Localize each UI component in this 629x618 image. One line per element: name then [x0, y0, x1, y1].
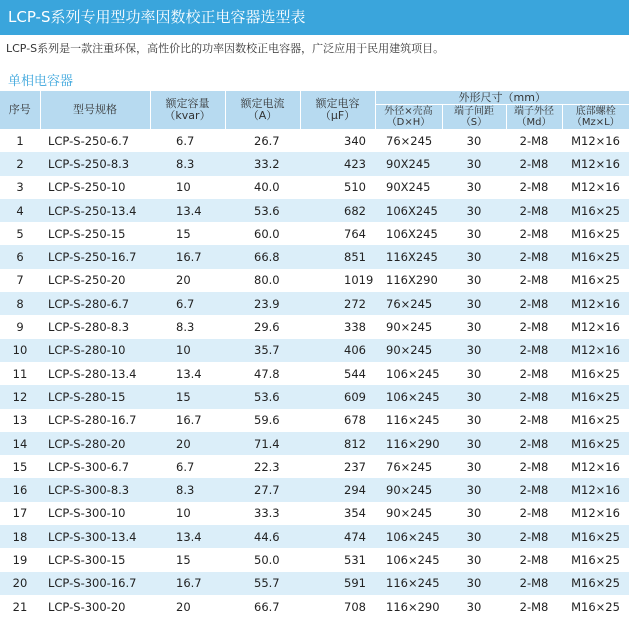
cell-dimension-dh: 90×245 [375, 315, 442, 338]
cell-terminal-spacing: 30 [442, 502, 506, 525]
cell-no: 3 [0, 176, 40, 199]
table-row [0, 595, 629, 618]
cell-no: 8 [0, 292, 40, 315]
table-row [0, 292, 629, 315]
cell-terminal-diameter: 2-M8 [506, 385, 562, 408]
cell-no: 4 [0, 199, 40, 222]
table-row [0, 269, 629, 292]
cell-terminal-spacing: 30 [442, 572, 506, 595]
table-row [0, 572, 629, 595]
cell-current: 22.3 [225, 455, 300, 478]
table-row [0, 176, 629, 199]
header-current-line2: （A） [226, 110, 300, 122]
header-s [442, 105, 506, 130]
cell-model: LCP-S-250-20 [40, 269, 150, 292]
cell-capacitance: 237 [300, 455, 375, 478]
cell-no: 9 [0, 315, 40, 338]
cell-dimension-dh: 106×245 [375, 525, 442, 548]
cell-model: LCP-S-250-15 [40, 222, 150, 245]
header-capacity-line1: 额定容量 [151, 98, 225, 110]
cell-terminal-spacing: 30 [442, 432, 506, 455]
cell-terminal-diameter: 2-M8 [506, 315, 562, 338]
cell-terminal-diameter: 2-M8 [506, 152, 562, 175]
header-mz-line2: （Mz×L） [563, 117, 629, 128]
cell-terminal-spacing: 30 [442, 409, 506, 432]
cell-current: 60.0 [225, 222, 300, 245]
cell-no: 17 [0, 502, 40, 525]
page-title: LCP-S系列专用型功率因数校正电容器选型表 [0, 0, 629, 35]
cell-no: 5 [0, 222, 40, 245]
cell-current: 66.8 [225, 245, 300, 268]
table-row [0, 455, 629, 478]
cell-capacity: 10 [150, 176, 225, 199]
cell-no: 6 [0, 245, 40, 268]
cell-terminal-diameter: 2-M8 [506, 502, 562, 525]
cell-capacity: 15 [150, 548, 225, 571]
header-capacity [150, 91, 225, 129]
cell-capacity: 20 [150, 595, 225, 618]
cell-terminal-spacing: 30 [442, 339, 506, 362]
cell-dimension-dh: 90X245 [375, 152, 442, 175]
cell-capacity: 16.7 [150, 409, 225, 432]
cell-capacity: 20 [150, 432, 225, 455]
cell-no: 11 [0, 362, 40, 385]
header-s-line1: 端子间距 [443, 106, 506, 117]
cell-no: 14 [0, 432, 40, 455]
cell-dimension-dh: 106×245 [375, 362, 442, 385]
cell-bottom-bolt: M12×16 [562, 455, 629, 478]
cell-model: LCP-S-250-8.3 [40, 152, 150, 175]
cell-capacity: 6.7 [150, 129, 225, 152]
table-row [0, 245, 629, 268]
cell-model: LCP-S-300-6.7 [40, 455, 150, 478]
cell-model: LCP-S-300-16.7 [40, 572, 150, 595]
cell-current: 26.7 [225, 129, 300, 152]
cell-capacitance: 531 [300, 548, 375, 571]
cell-terminal-diameter: 2-M8 [506, 292, 562, 315]
cell-model: LCP-S-250-16.7 [40, 245, 150, 268]
cell-no: 1 [0, 129, 40, 152]
cell-bottom-bolt: M16×25 [562, 525, 629, 548]
cell-dimension-dh: 106×245 [375, 548, 442, 571]
cell-bottom-bolt: M12×16 [562, 152, 629, 175]
cell-terminal-diameter: 2-M8 [506, 409, 562, 432]
cell-dimension-dh: 90×245 [375, 478, 442, 501]
cell-current: 27.7 [225, 478, 300, 501]
cell-dimension-dh: 116X290 [375, 269, 442, 292]
cell-capacity: 8.3 [150, 315, 225, 338]
cell-terminal-diameter: 2-M8 [506, 478, 562, 501]
section-title: 单相电容器 [8, 70, 73, 89]
cell-capacitance: 851 [300, 245, 375, 268]
cell-no: 7 [0, 269, 40, 292]
table-row [0, 548, 629, 571]
cell-model: LCP-S-280-6.7 [40, 292, 150, 315]
cell-capacitance: 354 [300, 502, 375, 525]
table-row [0, 385, 629, 408]
cell-current: 55.7 [225, 572, 300, 595]
header-current [225, 91, 300, 129]
header-dh [375, 105, 442, 130]
cell-dimension-dh: 106×245 [375, 385, 442, 408]
cell-capacity: 8.3 [150, 152, 225, 175]
header-mz [562, 105, 629, 130]
cell-model: LCP-S-280-13.4 [40, 362, 150, 385]
cell-capacitance: 338 [300, 315, 375, 338]
cell-bottom-bolt: M16×25 [562, 199, 629, 222]
cell-capacitance: 406 [300, 339, 375, 362]
cell-model: LCP-S-250-6.7 [40, 129, 150, 152]
cell-terminal-diameter: 2-M8 [506, 525, 562, 548]
cell-dimension-dh: 116×245 [375, 572, 442, 595]
cell-capacitance: 474 [300, 525, 375, 548]
cell-current: 80.0 [225, 269, 300, 292]
cell-bottom-bolt: M16×25 [562, 548, 629, 571]
cell-current: 53.6 [225, 199, 300, 222]
cell-model: LCP-S-300-20 [40, 595, 150, 618]
cell-terminal-diameter: 2-M8 [506, 222, 562, 245]
cell-capacity: 8.3 [150, 478, 225, 501]
table-row [0, 362, 629, 385]
cell-terminal-spacing: 30 [442, 245, 506, 268]
cell-bottom-bolt: M12×16 [562, 129, 629, 152]
cell-bottom-bolt: M16×25 [562, 222, 629, 245]
cell-terminal-spacing: 30 [442, 455, 506, 478]
cell-terminal-diameter: 2-M8 [506, 199, 562, 222]
cell-bottom-bolt: M16×25 [562, 362, 629, 385]
cell-model: LCP-S-250-10 [40, 176, 150, 199]
cell-bottom-bolt: M16×25 [562, 269, 629, 292]
cell-capacity: 15 [150, 385, 225, 408]
cell-capacitance: 812 [300, 432, 375, 455]
cell-terminal-spacing: 30 [442, 269, 506, 292]
header-md-line2: （Md） [507, 117, 562, 128]
cell-terminal-spacing: 30 [442, 385, 506, 408]
cell-no: 15 [0, 455, 40, 478]
cell-no: 12 [0, 385, 40, 408]
cell-bottom-bolt: M12×16 [562, 315, 629, 338]
cell-capacity: 6.7 [150, 455, 225, 478]
cell-terminal-spacing: 30 [442, 292, 506, 315]
cell-capacitance: 678 [300, 409, 375, 432]
cell-terminal-spacing: 30 [442, 315, 506, 338]
header-capacitance-line1: 额定电容 [301, 98, 375, 110]
cell-no: 20 [0, 572, 40, 595]
cell-capacitance: 609 [300, 385, 375, 408]
cell-capacitance: 423 [300, 152, 375, 175]
cell-current: 53.6 [225, 385, 300, 408]
cell-capacity: 10 [150, 339, 225, 362]
cell-terminal-spacing: 30 [442, 176, 506, 199]
cell-dimension-dh: 76×245 [375, 129, 442, 152]
cell-model: LCP-S-280-16.7 [40, 409, 150, 432]
cell-model: LCP-S-280-20 [40, 432, 150, 455]
cell-model: LCP-S-300-13.4 [40, 525, 150, 548]
description-text: LCP-S系列是一款注重环保，高性价比的功率因数校正电容器，广泛应用于民用建筑项目。 [6, 40, 444, 56]
cell-no: 21 [0, 595, 40, 618]
table-row [0, 129, 629, 152]
header-dimensions: 外形尺寸（mm） [375, 91, 629, 105]
table-row [0, 525, 629, 548]
cell-no: 13 [0, 409, 40, 432]
cell-terminal-diameter: 2-M8 [506, 269, 562, 292]
table-row [0, 478, 629, 501]
cell-terminal-diameter: 2-M8 [506, 245, 562, 268]
cell-dimension-dh: 116×290 [375, 595, 442, 618]
cell-bottom-bolt: M16×25 [562, 245, 629, 268]
header-model: 型号规格 [40, 91, 150, 129]
cell-bottom-bolt: M16×25 [562, 432, 629, 455]
cell-terminal-diameter: 2-M8 [506, 362, 562, 385]
cell-model: LCP-S-280-15 [40, 385, 150, 408]
cell-terminal-spacing: 30 [442, 362, 506, 385]
cell-capacity: 16.7 [150, 245, 225, 268]
cell-bottom-bolt: M16×25 [562, 595, 629, 618]
table-row [0, 409, 629, 432]
cell-capacitance: 510 [300, 176, 375, 199]
cell-dimension-dh: 116×290 [375, 432, 442, 455]
table-row [0, 502, 629, 525]
header-no: 序号 [0, 91, 40, 129]
cell-current: 47.8 [225, 362, 300, 385]
cell-capacitance: 544 [300, 362, 375, 385]
cell-model: LCP-S-280-10 [40, 339, 150, 362]
table-body [0, 129, 629, 618]
cell-current: 29.6 [225, 315, 300, 338]
table-row [0, 199, 629, 222]
cell-capacitance: 340 [300, 129, 375, 152]
cell-terminal-diameter: 2-M8 [506, 572, 562, 595]
table-row [0, 432, 629, 455]
cell-bottom-bolt: M16×25 [562, 409, 629, 432]
table-row [0, 152, 629, 175]
table-row [0, 222, 629, 245]
cell-capacitance: 272 [300, 292, 375, 315]
cell-current: 59.6 [225, 409, 300, 432]
cell-capacity: 6.7 [150, 292, 225, 315]
cell-no: 16 [0, 478, 40, 501]
cell-capacity: 20 [150, 269, 225, 292]
header-dh-line2: （D×H） [376, 117, 442, 128]
cell-current: 33.2 [225, 152, 300, 175]
cell-terminal-spacing: 30 [442, 548, 506, 571]
cell-terminal-diameter: 2-M8 [506, 548, 562, 571]
cell-terminal-spacing: 30 [442, 525, 506, 548]
table-row [0, 315, 629, 338]
header-md-line1: 端子外径 [507, 106, 562, 117]
cell-capacity: 16.7 [150, 572, 225, 595]
cell-terminal-diameter: 2-M8 [506, 176, 562, 199]
cell-dimension-dh: 106X245 [375, 199, 442, 222]
cell-terminal-diameter: 2-M8 [506, 455, 562, 478]
cell-terminal-diameter: 2-M8 [506, 432, 562, 455]
cell-no: 2 [0, 152, 40, 175]
header-capacity-line2: （kvar） [151, 110, 225, 122]
cell-terminal-spacing: 30 [442, 129, 506, 152]
cell-terminal-spacing: 30 [442, 595, 506, 618]
cell-capacity: 13.4 [150, 525, 225, 548]
cell-terminal-diameter: 2-M8 [506, 595, 562, 618]
cell-terminal-spacing: 30 [442, 478, 506, 501]
header-md [506, 105, 562, 130]
header-mz-line1: 底部螺栓 [563, 106, 629, 117]
cell-no: 18 [0, 525, 40, 548]
cell-terminal-spacing: 30 [442, 152, 506, 175]
cell-dimension-dh: 116×245 [375, 409, 442, 432]
cell-terminal-spacing: 30 [442, 222, 506, 245]
cell-capacitance: 591 [300, 572, 375, 595]
cell-no: 10 [0, 339, 40, 362]
cell-current: 71.4 [225, 432, 300, 455]
cell-dimension-dh: 116X245 [375, 245, 442, 268]
cell-capacitance: 1019 [300, 269, 375, 292]
cell-current: 23.9 [225, 292, 300, 315]
header-capacitance [300, 91, 375, 129]
cell-capacity: 15 [150, 222, 225, 245]
cell-current: 35.7 [225, 339, 300, 362]
cell-model: LCP-S-280-8.3 [40, 315, 150, 338]
cell-model: LCP-S-300-8.3 [40, 478, 150, 501]
cell-model: LCP-S-300-10 [40, 502, 150, 525]
header-capacitance-line2: （μF） [301, 110, 375, 122]
cell-bottom-bolt: M12×16 [562, 478, 629, 501]
cell-bottom-bolt: M16×25 [562, 572, 629, 595]
cell-bottom-bolt: M16×25 [562, 385, 629, 408]
cell-terminal-spacing: 30 [442, 199, 506, 222]
cell-bottom-bolt: M12×16 [562, 339, 629, 362]
header-s-line2: （S） [443, 117, 506, 128]
cell-dimension-dh: 90×245 [375, 502, 442, 525]
cell-current: 33.3 [225, 502, 300, 525]
cell-bottom-bolt: M12×16 [562, 292, 629, 315]
header-current-line1: 额定电流 [226, 98, 300, 110]
cell-dimension-dh: 90X245 [375, 176, 442, 199]
cell-dimension-dh: 90×245 [375, 339, 442, 362]
cell-model: LCP-S-300-15 [40, 548, 150, 571]
cell-current: 44.6 [225, 525, 300, 548]
cell-dimension-dh: 76×245 [375, 292, 442, 315]
cell-bottom-bolt: M12×16 [562, 502, 629, 525]
cell-capacitance: 682 [300, 199, 375, 222]
cell-current: 66.7 [225, 595, 300, 618]
cell-model: LCP-S-250-13.4 [40, 199, 150, 222]
cell-capacitance: 764 [300, 222, 375, 245]
cell-capacity: 10 [150, 502, 225, 525]
cell-capacity: 13.4 [150, 362, 225, 385]
cell-no: 19 [0, 548, 40, 571]
cell-capacity: 13.4 [150, 199, 225, 222]
table-row [0, 339, 629, 362]
cell-current: 40.0 [225, 176, 300, 199]
capacitor-spec-table [0, 91, 629, 618]
cell-dimension-dh: 106X245 [375, 222, 442, 245]
cell-capacitance: 294 [300, 478, 375, 501]
cell-bottom-bolt: M12×16 [562, 176, 629, 199]
cell-terminal-diameter: 2-M8 [506, 129, 562, 152]
cell-current: 50.0 [225, 548, 300, 571]
cell-dimension-dh: 76×245 [375, 455, 442, 478]
cell-capacitance: 708 [300, 595, 375, 618]
cell-terminal-diameter: 2-M8 [506, 339, 562, 362]
header-dh-line1: 外径×壳高 [376, 106, 442, 117]
